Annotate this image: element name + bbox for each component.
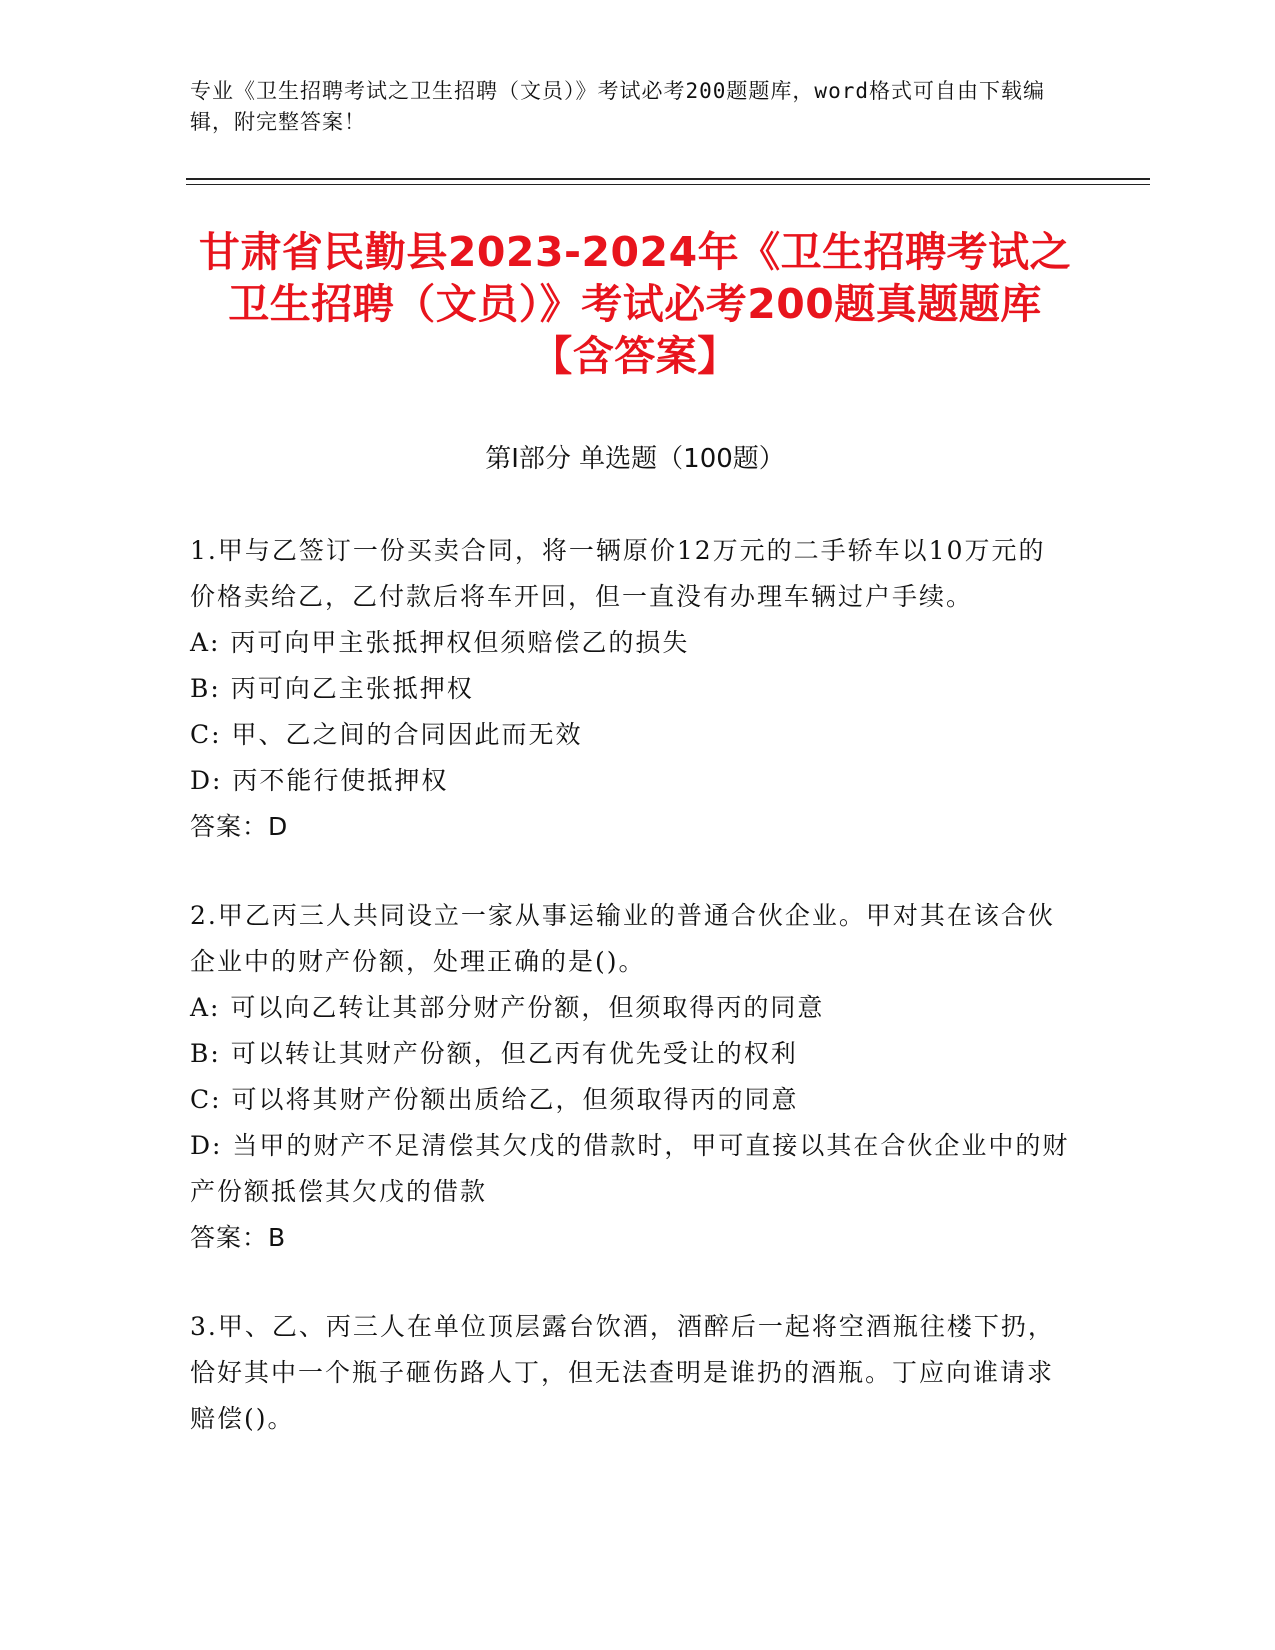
answer: 答案：B <box>190 1223 287 1252</box>
question-text: 3.甲、乙、丙三人在单位顶层露台饮酒，酒醉后一起将空酒瓶往楼下扔，恰好其中一个瓶子砸伤路人丁，但无法查明是谁扔的酒瓶。丁应向谁请求赔偿()。 <box>190 1312 1055 1433</box>
option-b: B: 丙可向乙主张抵押权 <box>190 674 474 703</box>
answer: 答案：D <box>190 812 289 841</box>
header-note: 专业《卫生招聘考试之卫生招聘（文员）》考试必考200题题库，word格式可自由下载编辑，附完整答案！ <box>190 79 1045 134</box>
option-d: D: 丙不能行使抵押权 <box>190 766 449 795</box>
header-rule-thin <box>186 184 1150 185</box>
option-a: A: 可以向乙转让其部分财产份额，但须取得丙的同意 <box>190 993 825 1022</box>
document-title: 甘肃省民勤县2023-2024年《卫生招聘考试之卫生招聘（文员）》考试必考200题真题题库【含答案】 <box>198 228 1072 380</box>
option-c: C: 可以将其财产份额出质给乙，但须取得丙的同意 <box>190 1085 799 1114</box>
section-heading: 第Ⅰ部分 单选题（100题） <box>485 444 785 474</box>
option-a: A: 丙可向甲主张抵押权但须赔偿乙的损失 <box>190 628 690 657</box>
header-rule <box>186 178 1150 180</box>
option-b: B: 可以转让其财产份额，但乙丙有优先受让的权利 <box>190 1039 798 1068</box>
question-item <box>190 528 1070 850</box>
question-list <box>190 528 1070 1485</box>
option-c: C: 甲、乙之间的合同因此而无效 <box>190 720 583 749</box>
question-text: 2.甲乙丙三人共同设立一家从事运输业的普通合伙企业。甲对其在该合伙企业中的财产份额，处理正确的是()。 <box>190 901 1055 976</box>
question-item <box>190 1304 1070 1442</box>
question-text: 1.甲与乙签订一份买卖合同，将一辆原价12万元的二手轿车以10万元的价格卖给乙，乙付款后将车开回，但一直没有办理车辆过户手续。 <box>190 536 1046 611</box>
option-d: D: 当甲的财产不足清偿其欠戊的借款时，甲可直接以其在合伙企业中的财产份额抵偿其欠戊的借款 <box>190 1131 1070 1206</box>
question-item <box>190 893 1070 1261</box>
